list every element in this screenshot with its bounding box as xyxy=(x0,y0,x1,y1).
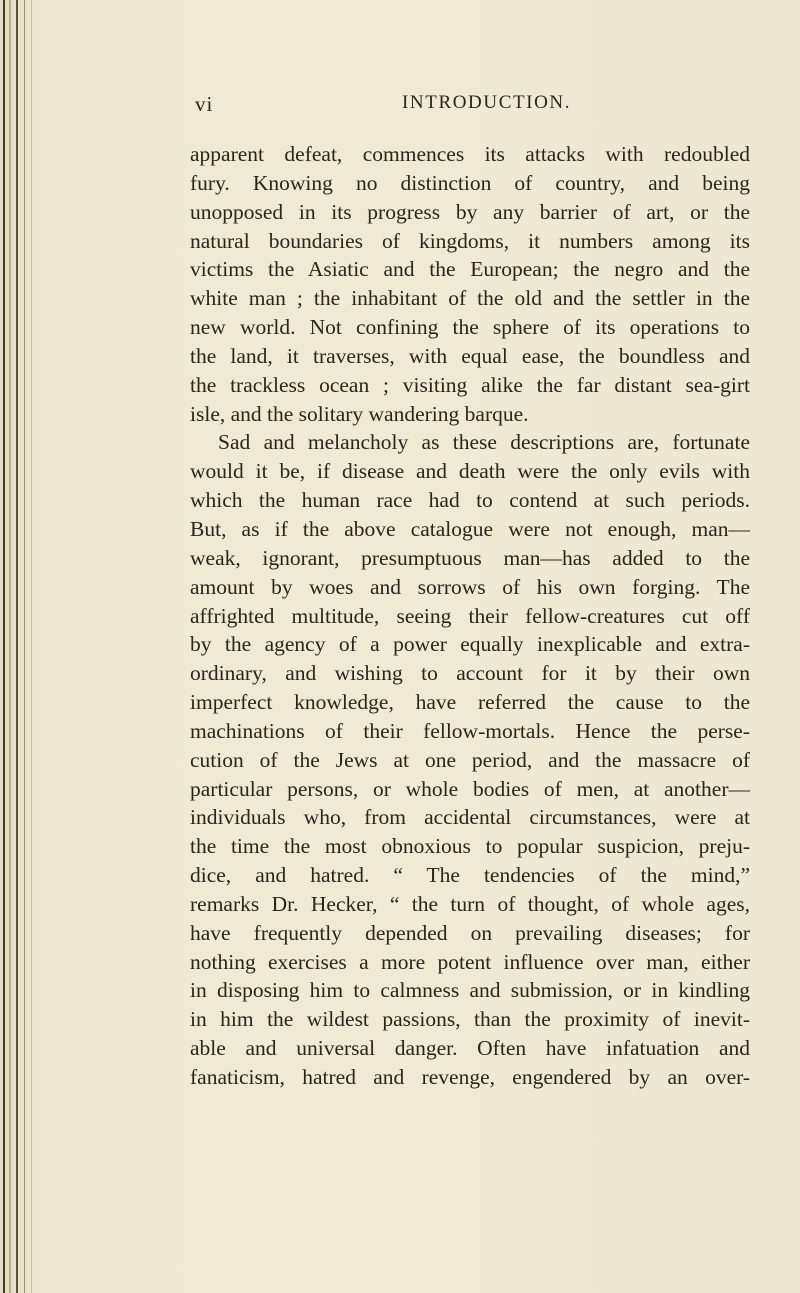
page-header xyxy=(0,92,800,122)
gutter-edge-line xyxy=(24,0,25,1293)
body-text xyxy=(190,140,750,1092)
text-line: isle, and the solitary wandering barque. xyxy=(190,401,529,426)
binding-gutter xyxy=(0,0,40,1293)
gutter-edge-line xyxy=(31,0,32,1293)
text-line: machinations of their fellow-mortals. Hence the perse- xyxy=(190,718,750,743)
paragraph-start-line: Sad and melancholy as these descriptions are, fortunate xyxy=(218,430,750,455)
text-line: the trackless ocean ; visiting alike the far distant sea-girt xyxy=(190,372,750,397)
running-head: INTRODUCTION. xyxy=(402,92,572,113)
text-line: fury. Knowing no distinction of country, and being xyxy=(190,170,750,195)
text-line: particular persons, or whole bodies of men, at another— xyxy=(190,776,750,801)
text-line: amount by woes and sorrows of his own forging. The xyxy=(190,574,750,599)
text-line: But, as if the above catalogue were not enough, man— xyxy=(190,516,750,541)
text-line: have frequently depended on prevailing diseases; for xyxy=(190,920,750,945)
gutter-edge-line xyxy=(9,0,11,1293)
gutter-edge-line xyxy=(3,0,5,1293)
text-line: the time the most obnoxious to popular suspicion, preju- xyxy=(190,834,750,859)
text-line: weak, ignorant, presumptuous man—has added to the xyxy=(190,545,750,570)
text-line: individuals who, from accidental circumstances, were at xyxy=(190,805,750,830)
text-line: imperfect knowledge, have referred the cause to the xyxy=(190,690,750,715)
text-line: apparent defeat, commences its attacks with redoubled xyxy=(190,142,750,166)
text-line: affrighted multitude, seeing their fellow-creatures cut off xyxy=(190,603,750,628)
text-line: which the human race had to contend at such periods. xyxy=(190,488,750,513)
text-line: white man ; the inhabitant of the old and the settler in the xyxy=(190,286,750,311)
text-line: by the agency of a power equally inexplicable and extra- xyxy=(190,632,750,657)
text-line: natural boundaries of kingdoms, it numbers among its xyxy=(190,228,750,253)
text-line: cution of the Jews at one period, and the massacre of xyxy=(190,747,750,772)
text-line: nothing exercises a more potent influence over man, either xyxy=(190,949,750,974)
text-line: in disposing him to calmness and submission, or in kindling xyxy=(190,978,750,1003)
text-line: the land, it traverses, with equal ease, the boundless and xyxy=(190,343,750,368)
text-line: in him the wildest passions, than the proximity of inevit- xyxy=(190,1007,750,1032)
text-line: remarks Dr. Hecker, “ the turn of thought, of whole ages, xyxy=(190,891,750,916)
text-line: dice, and hatred. “ The tendencies of the mind,” xyxy=(190,863,750,888)
text-line: ordinary, and wishing to account for it by their own xyxy=(190,661,750,686)
text-line: able and universal danger. Often have infatuation and xyxy=(190,1036,750,1061)
text-line: unopposed in its progress by any barrier of art, or the xyxy=(190,199,750,224)
text-line: new world. Not confining the sphere of its operations to xyxy=(190,315,750,340)
page-number: vi xyxy=(195,92,214,116)
text-line: would it be, if disease and death were the only evils with xyxy=(190,459,750,484)
text-line: fanaticism, hatred and revenge, engendered by an over- xyxy=(190,1065,750,1089)
gutter-edge-line xyxy=(16,0,18,1293)
text-line: victims the Asiatic and the European; the negro and the xyxy=(190,257,750,282)
